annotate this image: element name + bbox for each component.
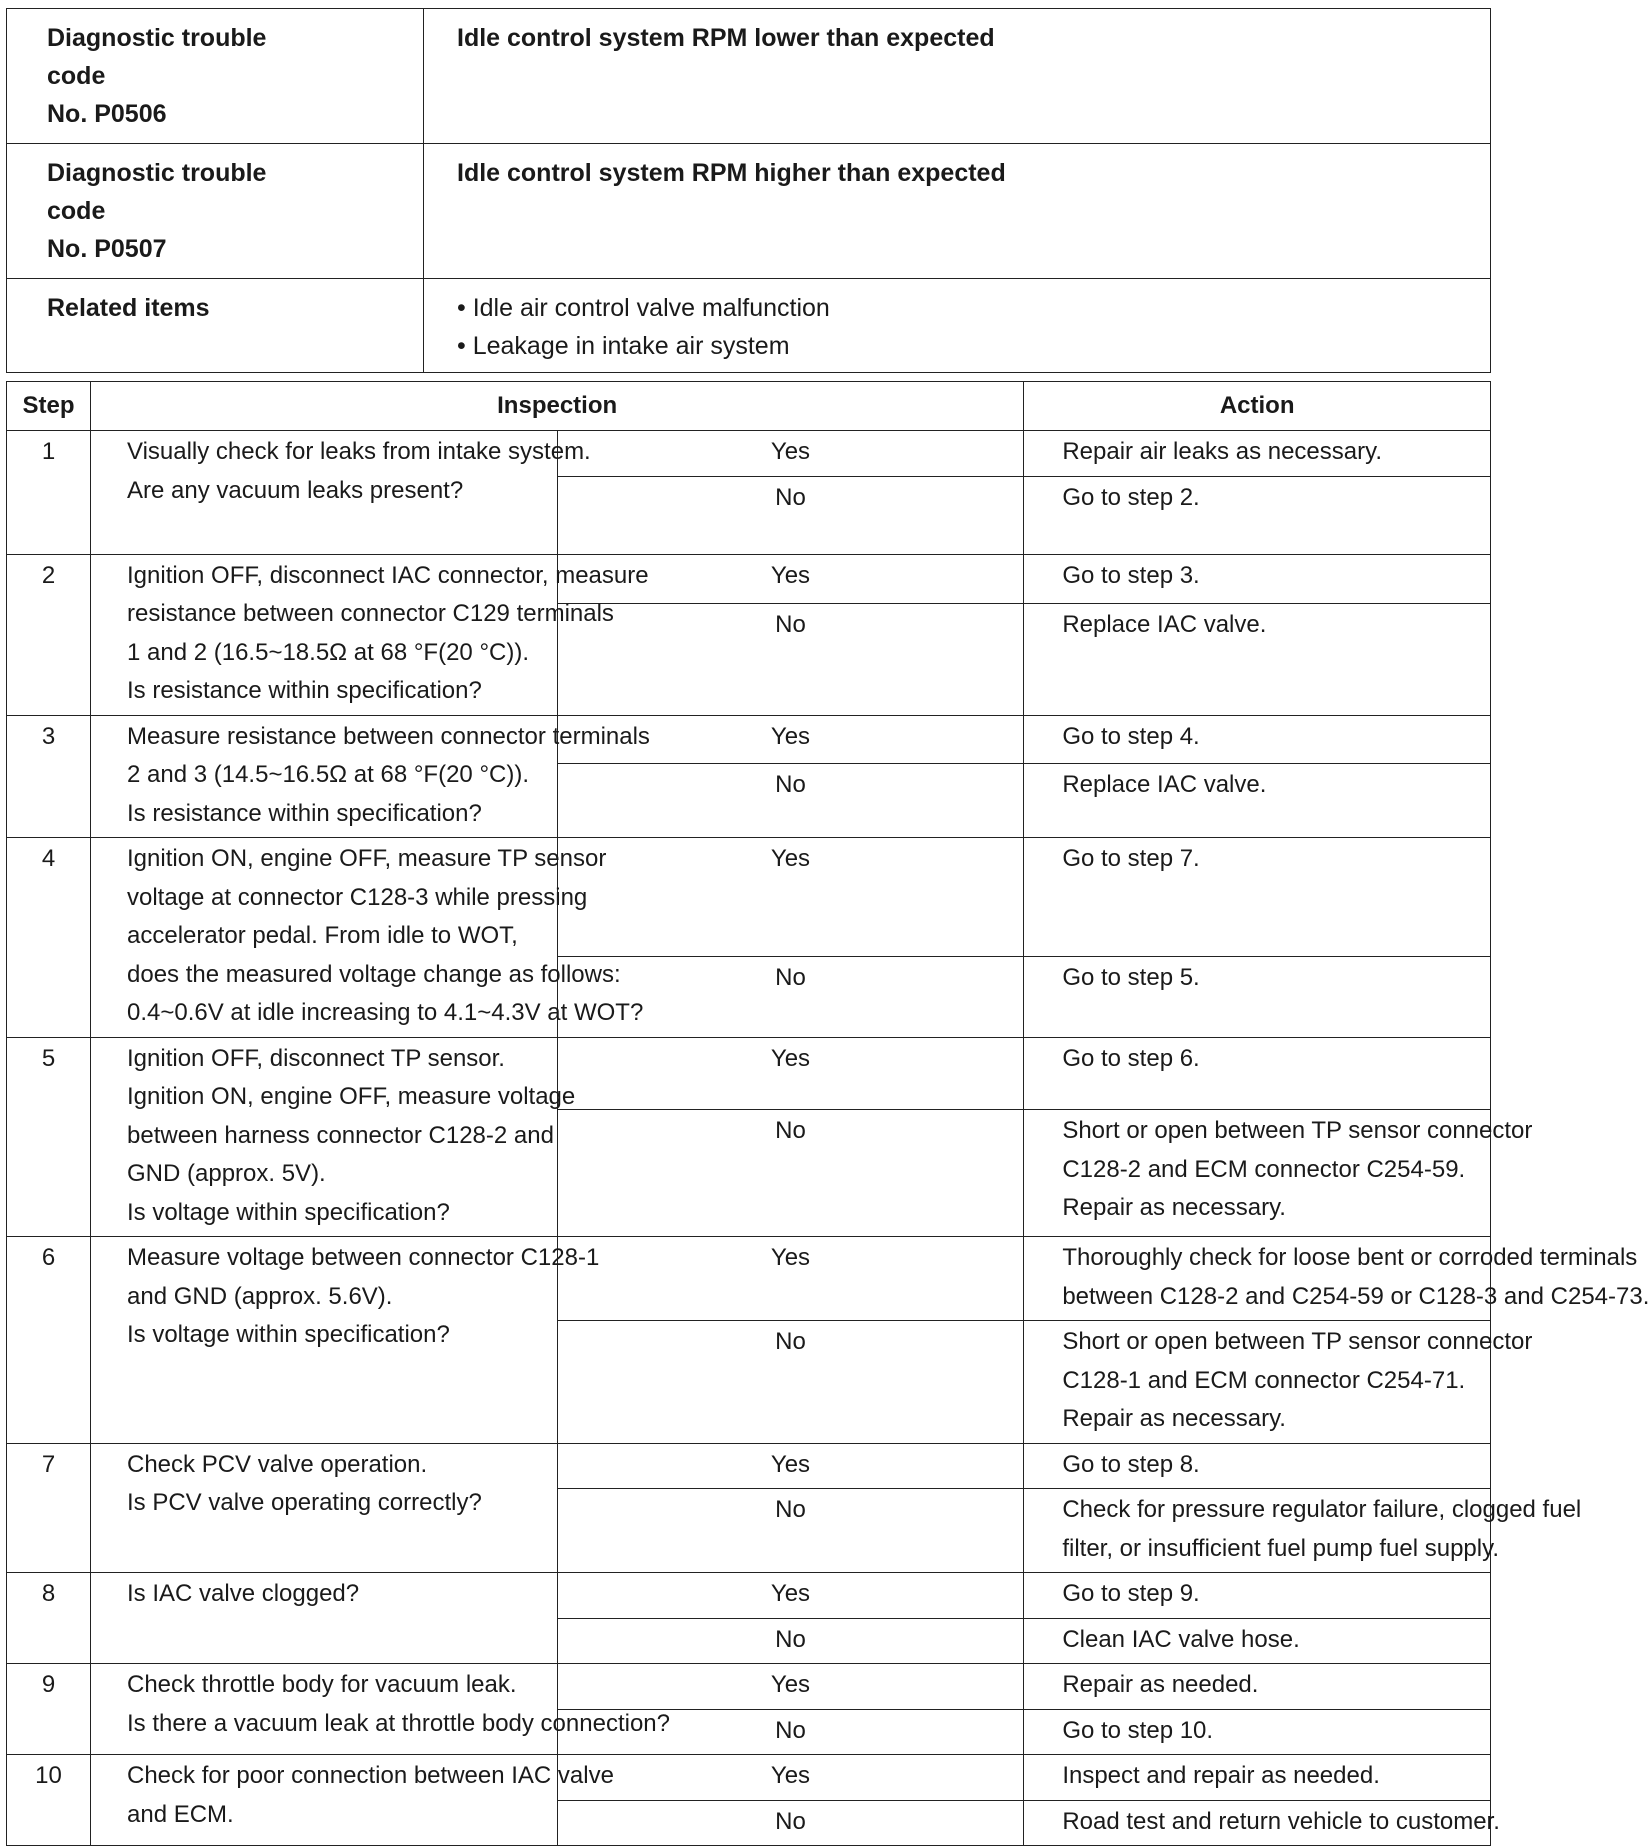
yes-action <box>1024 1443 1491 1489</box>
step-inspection <box>91 838 644 1038</box>
inspection-line: Ignition OFF, disconnect IAC connector, measure <box>127 561 649 589</box>
yes-label: Yes <box>557 1037 1024 1110</box>
yes-action <box>1024 1664 1491 1710</box>
dtc-info-table <box>6 8 1491 373</box>
inspection-line: GND (approx. 5V). <box>127 1160 326 1187</box>
steps-header-row <box>7 382 1491 431</box>
inspection-line: Are any vacuum leaks present? <box>127 476 464 504</box>
dtc-label-line: Diagnostic trouble <box>47 24 267 52</box>
step-number: 10 <box>7 1755 91 1846</box>
no-label: No <box>557 1709 1024 1755</box>
no-action <box>1024 603 1491 715</box>
action-line: C128-2 and ECM connector C254-59. <box>1062 1155 1466 1183</box>
step-row-7 <box>7 1443 1491 1489</box>
yes-action <box>1024 554 1491 603</box>
no-action <box>1024 957 1491 1037</box>
no-label: No <box>557 957 1024 1037</box>
dtc-code: No. P0507 <box>47 235 167 263</box>
action-line: Replace IAC valve. <box>1062 610 1267 638</box>
yes-label: Yes <box>557 838 1024 957</box>
step-inspection <box>91 554 649 715</box>
yes-label: Yes <box>557 1443 1024 1489</box>
step-number: 9 <box>7 1664 91 1755</box>
inspection-line: Is there a vacuum leak at throttle body connection? <box>127 1709 670 1737</box>
header-step: Step <box>7 382 91 431</box>
step-inspection <box>91 1573 558 1664</box>
step-inspection <box>91 715 650 838</box>
step-inspection <box>91 1237 600 1444</box>
no-action <box>1024 1709 1491 1755</box>
inspection-line: resistance between connector C129 terminals <box>127 600 614 627</box>
inspection-line: Is PCV valve operating correctly? <box>127 1489 482 1516</box>
no-label: No <box>557 603 1024 715</box>
inspection-line: Ignition OFF, disconnect TP sensor. <box>127 1044 505 1072</box>
yes-action <box>1024 1755 1491 1801</box>
action-line: Repair as needed. <box>1062 1671 1259 1698</box>
header-action: Action <box>1024 382 1491 431</box>
action-line: Go to step 10. <box>1062 1716 1214 1744</box>
no-label: No <box>557 476 1024 554</box>
dtc-label-line: code <box>47 197 106 225</box>
related-item: • Leakage in intake air system <box>457 327 1476 365</box>
inspection-line: Is resistance within specification? <box>127 799 482 827</box>
action-line: Go to step 6. <box>1062 1044 1200 1072</box>
step-row-4 <box>7 838 1491 957</box>
step-row-8 <box>7 1573 1491 1619</box>
inspection-line: and ECM. <box>127 1800 234 1828</box>
inspection-line: and GND (approx. 5.6V). <box>127 1282 393 1310</box>
dtc-label-cell <box>7 144 424 279</box>
yes-action <box>1024 1037 1491 1110</box>
action-line: Go to step 4. <box>1062 722 1200 750</box>
action-line: Go to step 7. <box>1062 845 1200 872</box>
inspection-line: between harness connector C128-2 and <box>127 1121 554 1149</box>
step-row-6 <box>7 1237 1491 1321</box>
action-line: Go to step 5. <box>1062 964 1200 992</box>
dtc-description: Idle control system RPM higher than expected <box>424 144 1491 279</box>
action-line: Go to step 2. <box>1062 483 1200 511</box>
step-number: 6 <box>7 1237 91 1444</box>
related-item: • Idle air control valve malfunction <box>457 289 1476 327</box>
step-inspection <box>91 1755 614 1846</box>
inspection-line: Check throttle body for vacuum leak. <box>127 1671 517 1698</box>
no-action <box>1024 1321 1533 1444</box>
related-items-label: Related items <box>7 279 424 373</box>
action-line: Clean IAC valve hose. <box>1062 1625 1300 1653</box>
step-row-3 <box>7 715 1491 763</box>
inspection-line: Is IAC valve clogged? <box>127 1580 360 1607</box>
inspection-line: does the measured voltage change as follows: <box>127 960 621 988</box>
no-label: No <box>557 1800 1024 1846</box>
action-line: Go to step 8. <box>1062 1450 1200 1478</box>
dtc-label-line: Diagnostic trouble <box>47 159 267 187</box>
inspection-line: Is resistance within specification? <box>127 677 482 704</box>
no-action <box>1024 1618 1491 1664</box>
step-row-10 <box>7 1755 1491 1801</box>
step-inspection <box>91 1037 576 1237</box>
action-line: Check for pressure regulator failure, clogged fuel <box>1062 1496 1582 1523</box>
step-number: 1 <box>7 431 91 555</box>
step-number: 5 <box>7 1037 91 1237</box>
no-action <box>1024 763 1491 837</box>
yes-label: Yes <box>557 554 1024 603</box>
action-line: C128-1 and ECM connector C254-71. <box>1062 1366 1466 1394</box>
action-line: Replace IAC valve. <box>1062 770 1267 798</box>
step-number: 7 <box>7 1443 91 1573</box>
dtc-label-line: code <box>47 62 106 90</box>
inspection-line: 1 and 2 (16.5~18.5Ω at 68 °F(20 °C)). <box>127 638 530 666</box>
action-line: Inspect and repair as needed. <box>1062 1762 1380 1789</box>
no-action <box>1024 476 1491 554</box>
dtc-row-p0506 <box>7 9 1491 144</box>
inspection-line: voltage at connector C128-3 while pressing <box>127 883 588 911</box>
header-inspection: Inspection <box>91 382 1024 431</box>
step-row-2 <box>7 554 1491 603</box>
yes-label: Yes <box>557 715 1024 763</box>
no-action <box>1024 1800 1500 1846</box>
inspection-line: 0.4~0.6V at idle increasing to 4.1~4.3V at WOT? <box>127 999 644 1026</box>
action-line: Go to step 3. <box>1062 561 1200 589</box>
inspection-line: Check for poor connection between IAC valve <box>127 1762 614 1789</box>
action-line: Road test and return vehicle to customer. <box>1062 1807 1500 1835</box>
yes-action <box>1024 1237 1649 1321</box>
inspection-line: Visually check for leaks from intake system. <box>127 438 591 465</box>
yes-action <box>1024 838 1491 957</box>
action-line: between C128-2 and C254-59 or C128-3 and C254-73. <box>1062 1282 1649 1310</box>
steps-body <box>7 431 1649 1846</box>
action-line: Short or open between TP sensor connector <box>1062 1117 1533 1145</box>
yes-action <box>1024 715 1491 763</box>
related-items-row <box>7 279 1491 373</box>
diagnostic-steps-table <box>6 381 1649 1846</box>
inspection-line: Ignition ON, engine OFF, measure voltage <box>127 1083 576 1110</box>
yes-action <box>1024 1573 1491 1619</box>
step-row-1 <box>7 431 1491 477</box>
related-items-list <box>424 279 1491 373</box>
step-number: 3 <box>7 715 91 838</box>
yes-label: Yes <box>557 431 1024 477</box>
inspection-line: Ignition ON, engine OFF, measure TP sensor <box>127 845 607 872</box>
inspection-line: Is voltage within specification? <box>127 1198 450 1226</box>
yes-label: Yes <box>557 1573 1024 1619</box>
step-inspection <box>91 1664 670 1755</box>
dtc-label-cell <box>7 9 424 144</box>
action-line: Repair as necessary. <box>1062 1194 1286 1222</box>
yes-label: Yes <box>557 1237 1024 1321</box>
step-number: 4 <box>7 838 91 1038</box>
dtc-row-p0507 <box>7 144 1491 279</box>
no-label: No <box>557 1618 1024 1664</box>
no-action <box>1024 1110 1533 1237</box>
step-number: 8 <box>7 1573 91 1664</box>
step-number: 2 <box>7 554 91 715</box>
inspection-line: Measure voltage between connector C128-1 <box>127 1244 600 1271</box>
step-row-5 <box>7 1037 1491 1110</box>
yes-label: Yes <box>557 1755 1024 1801</box>
no-action <box>1024 1489 1582 1573</box>
yes-label: Yes <box>557 1664 1024 1710</box>
dtc-description: Idle control system RPM lower than expected <box>424 9 1491 144</box>
step-row-9 <box>7 1664 1491 1710</box>
inspection-line: Is voltage within specification? <box>127 1321 450 1348</box>
inspection-line: Check PCV valve operation. <box>127 1450 428 1478</box>
action-line: Repair as necessary. <box>1062 1405 1286 1432</box>
action-line: Short or open between TP sensor connector <box>1062 1328 1533 1355</box>
no-label: No <box>557 763 1024 837</box>
inspection-line: 2 and 3 (14.5~16.5Ω at 68 °F(20 °C)). <box>127 761 530 788</box>
action-line: filter, or insufficient fuel pump fuel supply. <box>1062 1534 1499 1562</box>
step-inspection <box>91 431 591 555</box>
action-line: Go to step 9. <box>1062 1580 1200 1607</box>
yes-action <box>1024 431 1491 477</box>
dtc-code: No. P0506 <box>47 100 167 128</box>
inspection-line: Measure resistance between connector terminals <box>127 722 650 750</box>
action-line: Repair air leaks as necessary. <box>1062 438 1382 465</box>
no-label: No <box>557 1489 1024 1573</box>
no-label: No <box>557 1110 1024 1237</box>
step-inspection <box>91 1443 558 1573</box>
inspection-line: accelerator pedal. From idle to WOT, <box>127 922 518 949</box>
action-line: Thoroughly check for loose bent or corroded terminals <box>1062 1244 1638 1271</box>
no-label: No <box>557 1321 1024 1444</box>
